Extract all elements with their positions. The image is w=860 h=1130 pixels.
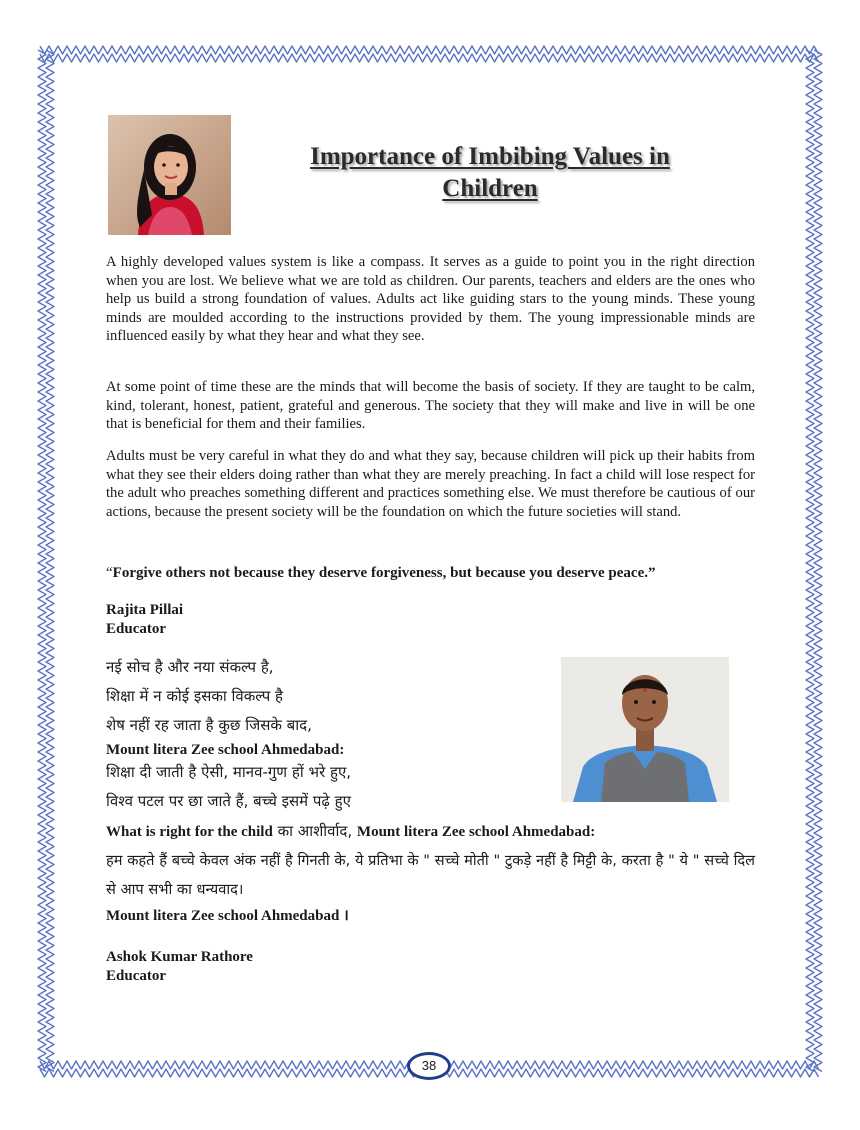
article-title — [270, 141, 710, 205]
author-name: Ashok Kumar Rathore — [106, 949, 253, 965]
poem-line-1: नई सोच है और नया संकल्प है, — [106, 658, 274, 676]
title-line-2: Children — [442, 175, 538, 202]
author-signature-1 — [106, 601, 183, 639]
author-signature-2 — [106, 948, 253, 986]
quote-open-mark: “ — [106, 565, 113, 581]
poem-justified-lines: हम कहते हैं बच्चे केवल अंक नहीं है गिनती के, ये प्रतिभा के " सच्चे मोती " टुकड़े नहीं है मिट्टी के, करता है " ये " सच्चे दिल से आप सभी का धन्यवाद। — [106, 852, 755, 898]
quote-text: Forgive others not because they deserve forgiveness, but because you deserve peace.” — [112, 565, 656, 581]
portrait-woman-photo — [108, 115, 231, 235]
poem-line-4: शिक्षा दी जाती है ऐसी, मानव-गुण हों भरे हुए, — [106, 763, 352, 781]
paragraph-2: At some point of time these are the minds that will become the basis of society. If they are taught to be calm, kind, tolerant, honest, patient, grateful and generous. The society that they will make and live in will be one that is beneficial for them and their families. — [106, 379, 755, 433]
poem-line-5: विश्व पटल पर छा जाते हैं, बच्चे इसमें पढ़े हुए — [106, 792, 351, 810]
mixed-part-a: What is right for the child — [106, 824, 273, 840]
author-role: Educator — [106, 968, 166, 984]
portrait-man-photo — [561, 657, 729, 802]
poem-closing-line: Mount litera Zee school Ahmedabad । — [106, 908, 349, 924]
quote — [106, 564, 656, 582]
author-role: Educator — [106, 621, 166, 637]
mixed-part-c: Mount litera Zee school Ahmedabad: — [356, 824, 596, 840]
page-number: 38 — [407, 1052, 451, 1080]
author-name: Rajita Pillai — [106, 602, 184, 618]
school-line: Mount litera Zee school Ahmedabad: — [106, 742, 345, 758]
poem-mixed-line — [106, 821, 595, 841]
poem-line-3: शेष नहीं रह जाता है कुछ जिसके बाद, — [106, 716, 312, 734]
paragraph-1: A highly developed values system is like a compass. It serves as a guide to point you in the right direction when you are lost. We believe what we are told as children. Our parents, teachers and elders are the ones who help us build a strong foundation of values. Adults act like guiding stars to the young minds. These young minds are moulded according to the instructions provided by them. The young impressionable minds are influenced easily by what they hear and what they see. — [106, 254, 755, 345]
title-line-1: Importance of Imbibing Values in — [310, 143, 670, 170]
mixed-part-b: का आशीर्वाद, — [272, 822, 357, 840]
poem-line-2: शिक्षा में न कोई इसका विकल्प है — [106, 687, 283, 705]
paragraph-3: Adults must be very careful in what they do and what they say, because children will pick up their habits from what they see their elders doing rather than what they are merely preaching. In fact a child will lose respect for the adult who preaches something different and practices something else. We must therefore be cautious of our actions, because the present society will be the foundation on which the future societies will stand. — [106, 448, 755, 520]
